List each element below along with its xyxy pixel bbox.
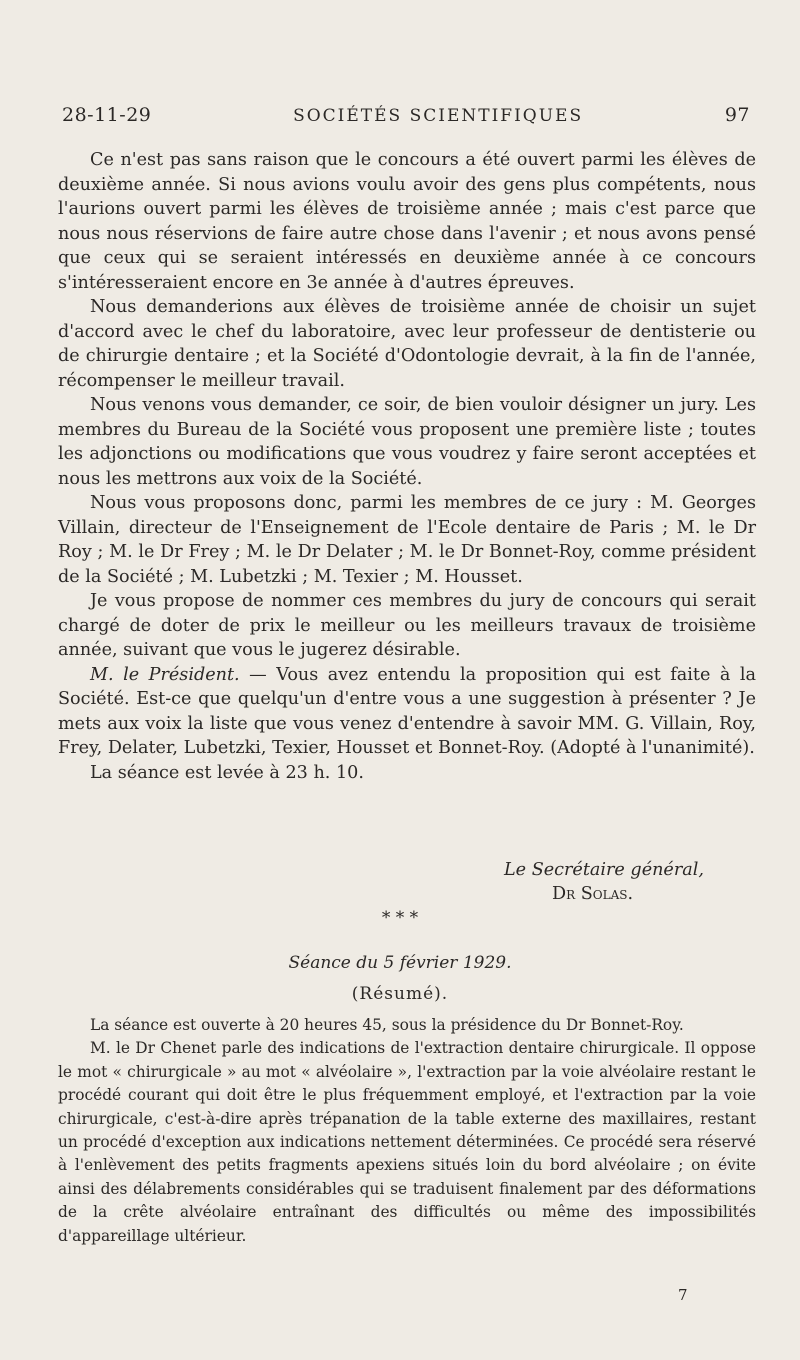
paragraph: M. le Dr Chenet parle des indications de l'extraction dentaire chirurgicale. Il oppose le mot « chirurgicale » au mot « alvéolaire », l'extraction par la voie alvéolaire restant le procédé courant qui doit être le plus fréquemment employé, et l'extraction par la voie chirurgicale, c'est-à-dire après trépanation de la table externe des maxillaires, restant un procédé d'exception aux indications nettement déterminées. Ce procédé sera réservé à l'enlèvement des petits fragments apexiens situés loin du bord alvéolaire ; on évite ainsi des délabrements considérables qui se traduisent finalement par des déformations de la crête alvéolaire entraînant des difficultés ou même des impossibilités d'appareillage ultérieur. — [58, 1039, 756, 1245]
signature-name: Dr Solas. — [552, 884, 634, 904]
paragraph: Nous venons vous demander, ce soir, de bien vouloir désigner un jury. Les membres du Bureau de la Société vous proposent une première liste ; toutes les adjonctions ou modifications que vous voudrez y faire seront acceptées et nous les mettrons aux voix de la Société. — [58, 395, 756, 489]
paragraph: Je vous propose de nommer ces membres du jury de concours qui serait chargé de doter de prix le meilleur ou les meilleurs travaux de troisième année, suivant que vous le jugerez désirable. — [58, 591, 756, 660]
president-paragraph — [58, 663, 756, 761]
paragraph: Nous demanderions aux élèves de troisième année de choisir un sujet d'accord avec le chef du laboratoire, avec leur professeur de dentisterie ou de chirurgie dentaire ; et la Société d'Odontologie devrait, à la fin de l'année, récompenser le meilleur travail. — [58, 297, 756, 391]
paragraph: Ce n'est pas sans raison que le concours a été ouvert parmi les élèves de deuxième année. Si nous avions voulu avoir des gens plus compétents, nous l'aurions ouvert parmi les élèves de troisième année ; mais c'est parce que nous nous réservions de faire autre chose dans l'avenir ; et nous avons pensé que ceux qui se seraient intéressés en deuxième année à ce concours s'intéresseraient encore en 3e année à d'autres épreuves. — [58, 150, 756, 293]
header-date: 28-11-29 — [62, 104, 152, 126]
session-title: Séance du 5 février 1929. — [288, 953, 512, 973]
paragraph: Nous vous proposons donc, parmi les membres de ce jury : M. Georges Villain, directeur de l'Enseignement de l'Ecole dentaire de Paris ; M. le Dr Roy ; M. le Dr Frey ; M. le Dr Delater ; M. le Dr Bonnet-Roy, comme président de la Société ; M. Lubetzki ; M. Texier ; M. Housset. — [58, 493, 756, 587]
main-text — [58, 148, 756, 785]
header-title: SOCIÉTÉS SCIENTIFIQUES — [293, 106, 584, 126]
paragraph: La séance est ouverte à 20 heures 45, sous la présidence du Dr Bonnet-Roy. — [90, 1016, 684, 1034]
president-text: — Vous avez entendu la proposition qui est faite à la Société. Est-ce que quelqu'un d'entre vous a une suggestion à présenter ? Je mets aux voix la liste que vous venez d'entendre à savoir MM. G. Villain, Roy, Frey, Delater, Lubetzki, Texier, Housset et Bonnet-Roy. (Adopté à l'unanimité). — [58, 664, 756, 758]
header-page-number: 97 — [724, 104, 750, 126]
folio-number: 7 — [678, 1286, 688, 1304]
resume-text — [58, 1014, 756, 1248]
resume-label: (Résumé). — [351, 984, 449, 1004]
section-separator: * * * — [381, 908, 419, 928]
closing-paragraph: La séance est levée à 23 h. 10. — [90, 762, 364, 783]
speaker-name: M. le Président. — [90, 664, 240, 685]
running-header — [62, 104, 750, 126]
signature-role: Le Secrétaire général, — [504, 860, 704, 880]
